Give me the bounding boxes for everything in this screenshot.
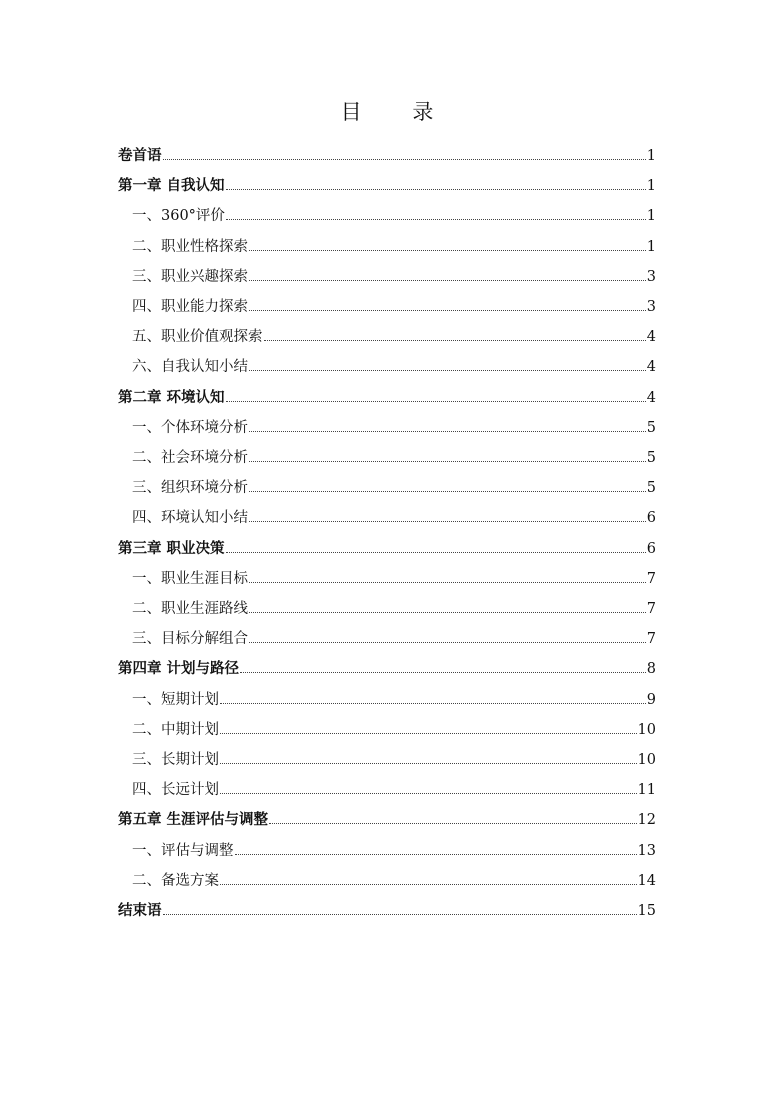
dot-leader xyxy=(249,569,646,583)
dot-leader xyxy=(226,206,646,220)
dot-leader xyxy=(249,448,646,462)
dot-leader xyxy=(163,146,646,160)
toc-section-entry[interactable] xyxy=(132,750,656,770)
dot-leader xyxy=(249,478,646,492)
toc-chapter-entry[interactable] xyxy=(118,659,656,679)
toc-entry-label: 一、短期计划 xyxy=(132,691,219,708)
toc-entry-label: 结束语 xyxy=(118,902,162,919)
toc-entry-label: 四、职业能力探索 xyxy=(132,299,248,315)
toc-section-entry[interactable] xyxy=(132,508,656,528)
dot-leader xyxy=(249,297,646,311)
toc-page-number: 7 xyxy=(646,631,656,648)
toc-entry-label: 二、社会环境分析 xyxy=(132,450,248,466)
toc-section-entry[interactable] xyxy=(132,327,656,347)
dot-leader xyxy=(249,508,646,522)
dot-leader xyxy=(220,780,637,794)
toc-section-entry[interactable] xyxy=(132,478,656,498)
toc-page-number: 14 xyxy=(637,872,656,889)
toc-section-entry[interactable] xyxy=(132,418,656,438)
dot-leader xyxy=(249,418,646,432)
dot-leader xyxy=(226,388,646,402)
dot-leader xyxy=(264,327,646,341)
toc-page-number: 15 xyxy=(637,903,656,919)
toc-page-number: 13 xyxy=(637,842,656,859)
dot-leader xyxy=(220,871,637,885)
toc-page-number: 4 xyxy=(646,389,656,406)
toc-page-number: 3 xyxy=(646,299,656,315)
toc-entry-label: 一、360°评价 xyxy=(132,208,225,225)
toc-entry-label: 卷首语 xyxy=(118,147,162,164)
toc-entry-label: 第四章 计划与路径 xyxy=(118,660,240,678)
toc-page-number: 1 xyxy=(646,178,656,195)
toc-entry-label: 二、备选方案 xyxy=(132,872,219,889)
toc-entry-label: 一、职业生涯目标 xyxy=(132,570,248,587)
toc-page-number: 10 xyxy=(637,752,656,768)
toc-page-number: 5 xyxy=(646,450,656,466)
toc-section-entry[interactable] xyxy=(132,448,656,468)
toc-page-number: 9 xyxy=(646,691,656,708)
dot-leader xyxy=(235,841,637,855)
dot-leader xyxy=(226,539,646,553)
toc-entry-label: 二、职业生涯路线 xyxy=(132,601,248,617)
toc-chapter-entry[interactable] xyxy=(118,901,656,921)
toc-entry-label: 三、组织环境分析 xyxy=(132,480,248,497)
toc-entry-label: 第五章 生涯评估与调整 xyxy=(118,811,269,829)
toc-section-entry[interactable] xyxy=(132,297,656,317)
dot-leader xyxy=(249,629,646,643)
toc-page-number: 3 xyxy=(646,268,656,285)
page-title: 目 录 xyxy=(340,100,456,124)
dot-leader xyxy=(269,810,636,824)
toc-page-number: 7 xyxy=(646,601,656,617)
toc-page-number: 4 xyxy=(646,329,656,346)
dot-leader xyxy=(249,357,646,371)
toc-entry-label: 六、自我认知小结 xyxy=(132,359,248,376)
toc-page-number: 1 xyxy=(646,238,656,255)
toc-section-entry[interactable] xyxy=(132,206,656,226)
dot-leader xyxy=(249,599,646,613)
toc-page-number: 10 xyxy=(637,721,656,738)
toc-page-number: 8 xyxy=(646,661,656,678)
toc-entry-label: 三、职业兴趣探索 xyxy=(132,268,248,285)
dot-leader xyxy=(220,690,646,704)
dot-leader xyxy=(163,901,637,915)
dot-leader xyxy=(249,267,646,281)
toc-section-entry[interactable] xyxy=(132,780,656,800)
toc-entry-label: 一、个体环境分析 xyxy=(132,419,248,436)
toc-page-number: 6 xyxy=(646,510,656,527)
toc-page-number: 1 xyxy=(646,148,656,164)
toc-page-number: 5 xyxy=(646,419,656,436)
toc-chapter-entry[interactable] xyxy=(118,539,656,559)
toc-section-entry[interactable] xyxy=(132,629,656,649)
toc-section-entry[interactable] xyxy=(132,871,656,891)
toc-section-entry[interactable] xyxy=(132,841,656,861)
toc-page-number: 12 xyxy=(637,812,656,829)
dot-leader xyxy=(249,237,646,251)
toc-entry-label: 四、环境认知小结 xyxy=(132,510,248,527)
toc-page-number: 7 xyxy=(646,570,656,587)
toc-entry-label: 二、中期计划 xyxy=(132,721,219,738)
toc-entry-label: 第一章 自我认知 xyxy=(118,177,225,195)
toc-chapter-entry[interactable] xyxy=(118,810,656,830)
toc-page-number: 11 xyxy=(637,782,656,799)
toc-entry-label: 四、长远计划 xyxy=(132,782,219,799)
toc-entry-label: 一、评估与调整 xyxy=(132,842,234,859)
toc-section-entry[interactable] xyxy=(132,357,656,377)
dot-leader xyxy=(220,720,637,734)
toc-section-entry[interactable] xyxy=(132,690,656,710)
toc-chapter-entry[interactable] xyxy=(118,176,656,196)
toc-page-number: 5 xyxy=(646,480,656,497)
dot-leader xyxy=(240,659,646,673)
dot-leader xyxy=(226,176,646,190)
toc-entry-label: 第三章 职业决策 xyxy=(118,539,225,557)
toc-section-entry[interactable] xyxy=(132,599,656,619)
toc-chapter-entry[interactable] xyxy=(118,146,656,166)
toc-section-entry[interactable] xyxy=(132,720,656,740)
toc-section-entry[interactable] xyxy=(132,569,656,589)
toc-page-number: 4 xyxy=(646,359,656,376)
toc-entry-label: 五、职业价值观探索 xyxy=(132,329,263,346)
toc-section-entry[interactable] xyxy=(132,237,656,257)
toc-section-entry[interactable] xyxy=(132,267,656,287)
toc-entry-label: 二、职业性格探索 xyxy=(132,238,248,255)
toc-entry-label: 三、长期计划 xyxy=(132,752,219,768)
toc-entry-label: 三、目标分解组合 xyxy=(132,631,248,648)
toc-page-number: 6 xyxy=(646,540,656,557)
toc-chapter-entry[interactable] xyxy=(118,388,656,408)
toc-entry-label: 第二章 环境认知 xyxy=(118,388,225,406)
toc-page-number: 1 xyxy=(646,208,656,225)
dot-leader xyxy=(220,750,637,764)
